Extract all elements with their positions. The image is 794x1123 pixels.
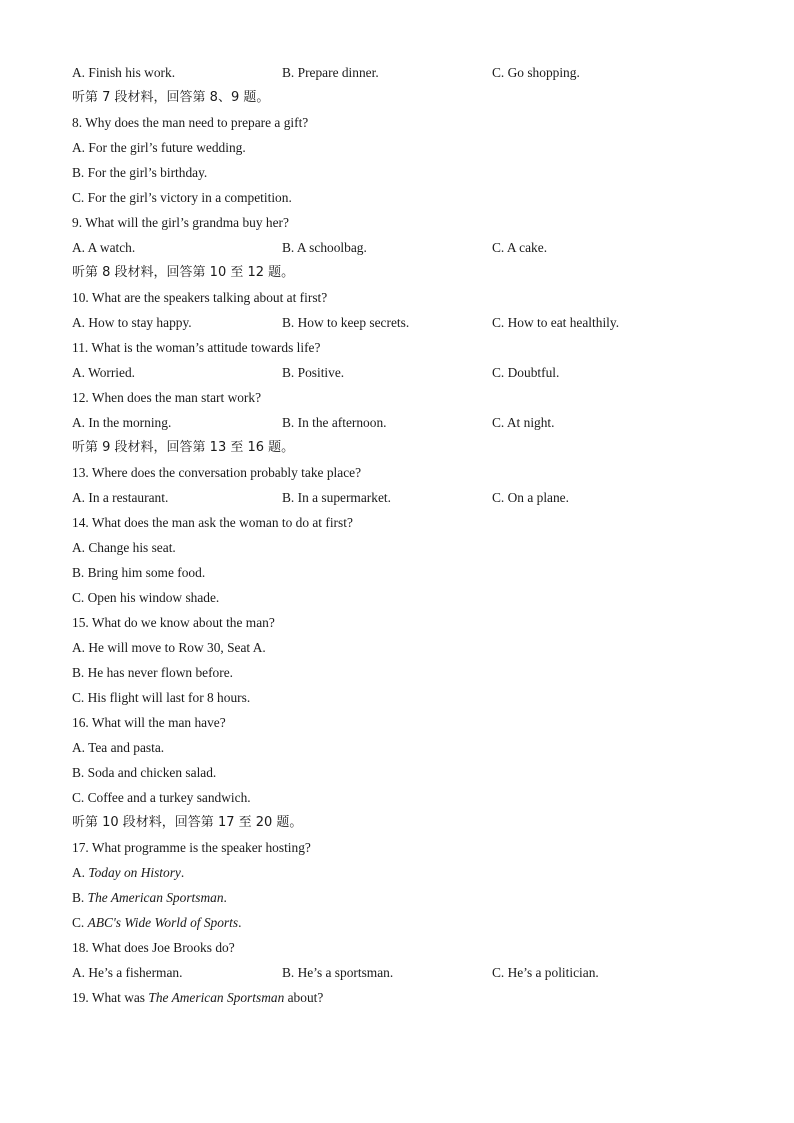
option-text: C. Open his window shade. xyxy=(72,590,220,605)
option-line xyxy=(72,588,732,613)
question-text: 15. What do we know about the man? xyxy=(72,615,275,630)
question-line xyxy=(72,713,732,738)
option-a: A. Finish his work. xyxy=(72,65,176,80)
option-text: A. For the girl’s future wedding. xyxy=(72,140,246,155)
text-line xyxy=(72,863,732,888)
section-heading-text: 听第 10 段材料，回答第 17 至 20 题。 xyxy=(72,815,303,830)
question-text: 11. What is the woman’s attitude towards life? xyxy=(72,340,321,355)
question-text: 12. When does the man start work? xyxy=(72,390,262,405)
options-row xyxy=(72,413,732,438)
section-heading xyxy=(72,438,732,463)
option-line xyxy=(72,763,732,788)
section-heading-text: 听第 9 段材料，回答第 13 至 16 题。 xyxy=(72,440,295,455)
text-suffix: . xyxy=(223,890,227,905)
text-prefix: B. xyxy=(72,890,88,905)
question-text: 8. Why does the man need to prepare a gift? xyxy=(72,115,309,130)
option-b: B. How to keep secrets. xyxy=(282,315,410,330)
option-a: A. He’s a fisherman. xyxy=(72,965,183,980)
options-row xyxy=(72,238,732,263)
option-b: B. In a supermarket. xyxy=(282,490,391,505)
option-text: B. Bring him some food. xyxy=(72,565,206,580)
option-line xyxy=(72,188,732,213)
option-b: B. In the afternoon. xyxy=(282,415,387,430)
question-line xyxy=(72,213,732,238)
option-line xyxy=(72,788,732,813)
option-b: B. Prepare dinner. xyxy=(282,65,379,80)
option-line xyxy=(72,163,732,188)
option-line xyxy=(72,688,732,713)
option-line xyxy=(72,538,732,563)
question-line xyxy=(72,613,732,638)
option-c: C. Go shopping. xyxy=(492,65,580,80)
option-text: A. Tea and pasta. xyxy=(72,740,165,755)
text-suffix: . xyxy=(238,915,242,930)
option-a: A. A watch. xyxy=(72,240,136,255)
question-line xyxy=(72,113,732,138)
question-line xyxy=(72,338,732,363)
option-line xyxy=(72,138,732,163)
question-line xyxy=(72,288,732,313)
option-text: A. Change his seat. xyxy=(72,540,176,555)
option-c: C. Doubtful. xyxy=(492,365,560,380)
option-text: A. He will move to Row 30, Seat A. xyxy=(72,640,266,655)
italic-title: The American Sportsman xyxy=(87,890,224,905)
text-suffix: . xyxy=(180,865,185,880)
options-row xyxy=(72,488,732,513)
options-row xyxy=(72,963,732,988)
document-page xyxy=(72,63,732,1013)
option-line xyxy=(72,638,732,663)
section-heading xyxy=(72,263,732,288)
option-text: B. He has never flown before. xyxy=(72,665,234,680)
option-text: C. For the girl’s victory in a competition. xyxy=(72,190,292,205)
question-text: 18. What does Joe Brooks do? xyxy=(72,940,235,955)
option-text: C. His flight will last for 8 hours. xyxy=(72,690,251,705)
text-line xyxy=(72,888,732,913)
option-text: B. Soda and chicken salad. xyxy=(72,765,217,780)
option-b: B. He’s a sportsman. xyxy=(282,965,394,980)
options-row xyxy=(72,313,732,338)
italic-title: Today on History xyxy=(88,865,181,880)
option-line xyxy=(72,738,732,763)
text-prefix: A. xyxy=(72,865,89,880)
question-text: 9. What will the girl’s grandma buy her? xyxy=(72,215,289,230)
question-text: 16. What will the man have? xyxy=(72,715,226,730)
question-line xyxy=(72,388,732,413)
question-line xyxy=(72,938,732,963)
options-row xyxy=(72,363,732,388)
text-line xyxy=(72,913,732,938)
option-a: A. How to stay happy. xyxy=(72,315,192,330)
option-text: C. Coffee and a turkey sandwich. xyxy=(72,790,251,805)
question-text: 17. What programme is the speaker hosting? xyxy=(72,840,311,855)
option-a: A. In the morning. xyxy=(72,415,172,430)
question-text: 10. What are the speakers talking about at first? xyxy=(72,290,328,305)
option-line xyxy=(72,563,732,588)
italic-title: ABC's Wide World of Sports xyxy=(87,915,239,930)
option-c: C. A cake. xyxy=(492,240,548,255)
text-line xyxy=(72,988,732,1013)
option-c: C. He’s a politician. xyxy=(492,965,599,980)
section-heading-text: 听第 7 段材料，回答第 8、9 题。 xyxy=(72,90,270,105)
question-line xyxy=(72,838,732,863)
text-prefix: 19. What was xyxy=(72,990,149,1005)
section-heading-text: 听第 8 段材料，回答第 10 至 12 题。 xyxy=(72,265,295,280)
option-b: B. A schoolbag. xyxy=(282,240,367,255)
option-c: C. On a plane. xyxy=(492,490,569,505)
option-text: B. For the girl’s birthday. xyxy=(72,165,208,180)
option-line xyxy=(72,663,732,688)
option-c: C. How to eat healthily. xyxy=(492,315,620,330)
option-a: A. In a restaurant. xyxy=(72,490,169,505)
italic-title: The American Sportsman xyxy=(148,990,285,1005)
question-text: 13. Where does the conversation probably take place? xyxy=(72,465,362,480)
text-prefix: C. xyxy=(72,915,88,930)
option-b: B. Positive. xyxy=(282,365,345,380)
question-line xyxy=(72,513,732,538)
section-heading xyxy=(72,88,732,113)
option-c: C. At night. xyxy=(492,415,555,430)
question-line xyxy=(72,463,732,488)
text-suffix: about? xyxy=(284,990,324,1005)
options-row xyxy=(72,63,732,88)
option-a: A. Worried. xyxy=(72,365,136,380)
question-text: 14. What does the man ask the woman to do at first? xyxy=(72,515,353,530)
section-heading xyxy=(72,813,732,838)
